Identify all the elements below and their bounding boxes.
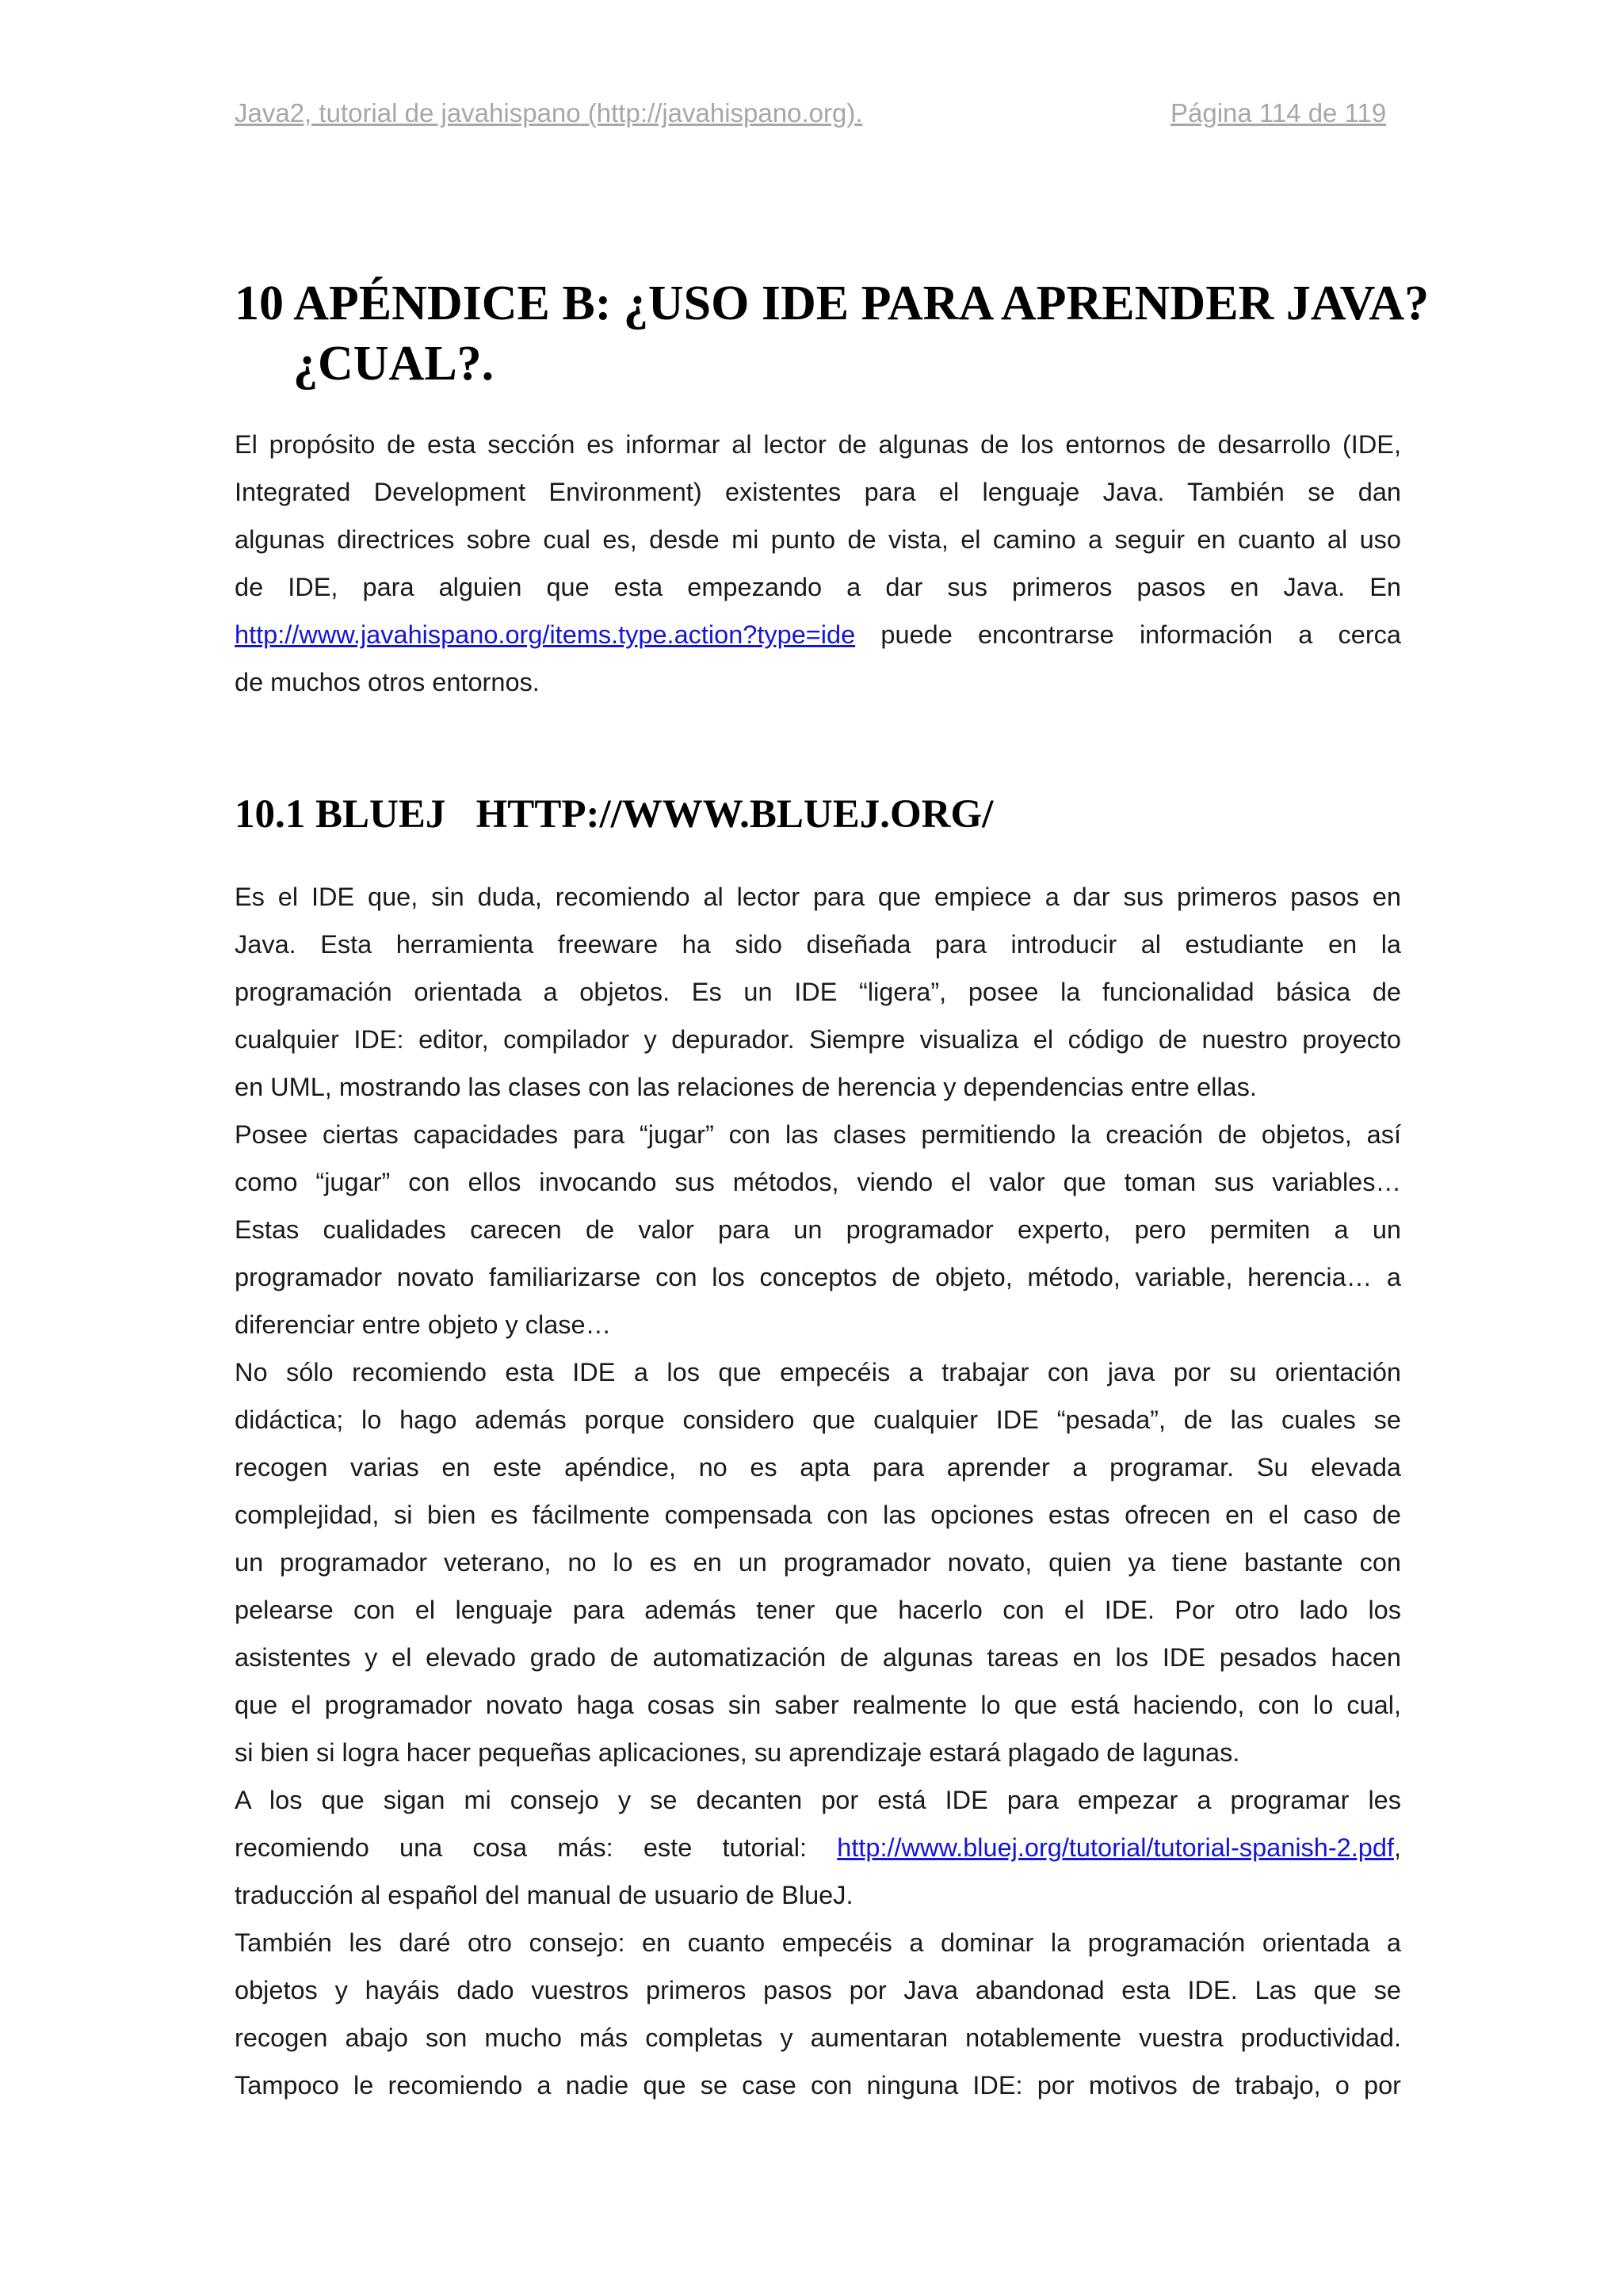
link-trailing-text: ,: [1393, 1833, 1401, 1862]
paragraph-line: cualquier IDE: editor, compilador y depurador. Siempre visualiza el código de nuestro proyecto: [235, 1025, 1401, 1054]
paragraph-line: de muchos otros entornos.: [235, 668, 540, 696]
paragraph-line: diferenciar entre objeto y clase…: [235, 1310, 612, 1339]
bluej-paragraph-5: [235, 1919, 1401, 2109]
bluej-paragraph-3: [235, 1348, 1401, 1776]
chapter-heading: 10 APÉNDICE B: ¿USO IDE PARA APRENDER JAVA? ¿CUAL?.: [235, 277, 1430, 391]
paragraph-line: Estas cualidades carecen de valor para un programador experto, pero permiten a un: [235, 1215, 1401, 1244]
paragraph-line: Java. Esta herramienta freeware ha sido diseñada para introducir al estudiante en la: [235, 930, 1401, 959]
paragraph-line: recogen varias en este apéndice, no es apta para aprender a programar. Su elevada: [235, 1453, 1401, 1482]
paragraph-line: El propósito de esta sección es informar al lector de algunas de los entornos de desarrollo (IDE,: [235, 430, 1401, 459]
paragraph-line: Tampoco le recomiendo a nadie que se case con ninguna IDE: por motivos de trabajo, o por: [235, 2071, 1401, 2100]
bluej-paragraph-2: [235, 1111, 1401, 1348]
paragraph-line: programación orientada a objetos. Es un IDE “ligera”, posee la funcionalidad básica de: [235, 978, 1401, 1006]
paragraph-line: programador novato familiarizarse con los conceptos de objeto, método, variable, herencia… a: [235, 1263, 1401, 1291]
paragraph-line: objetos y hayáis dado vuestros primeros pasos por Java abandonad esta IDE. Las que se: [235, 1976, 1401, 2004]
intro-paragraph: [235, 421, 1401, 706]
paragraph-line: recogen abajo son mucho más completas y aumentaran notablemente vuestra productividad.: [235, 2023, 1401, 2052]
paragraph-line: un programador veterano, no lo es en un programador novato, quien ya tiene bastante con: [235, 1548, 1401, 1577]
link-trailing-text: puede encontrarse información a cerca: [855, 620, 1401, 649]
paragraph-line: Integrated Development Environment) existentes para el lenguaje Java. También se dan: [235, 478, 1401, 506]
paragraph-line: pelearse con el lenguaje para además tener que hacerlo con el IDE. Por otro lado los: [235, 1596, 1401, 1624]
paragraph-line: asistentes y el elevado grado de automatización de algunas tareas en los IDE pesados hacen: [235, 1643, 1401, 1672]
paragraph-line: [235, 1824, 1401, 1871]
paragraph-line: algunas directrices sobre cual es, desde mi punto de vista, el camino a seguir en cuanto al uso: [235, 525, 1401, 554]
paragraph-line: en UML, mostrando las clases con las relaciones de herencia y dependencias entre ellas.: [235, 1073, 1257, 1101]
paragraph-line: [235, 611, 1401, 658]
paragraph-line: A los que sigan mi consejo y se decanten por está IDE para empezar a programar les: [235, 1786, 1401, 1814]
paragraph-line: didáctica; lo hago además porque considero que cualquier IDE “pesada”, de las cuales se: [235, 1405, 1401, 1434]
section-heading: 10.1 BLUEJ HTTP://WWW.BLUEJ.ORG/: [235, 792, 994, 837]
link-leading-text: recomiendo una cosa más: este tutorial:: [235, 1833, 838, 1862]
paragraph-line: Es el IDE que, sin duda, recomiendo al lector para que empiece a dar sus primeros pasos en: [235, 883, 1401, 911]
javahispano-ide-link[interactable]: http://www.javahispano.org/items.type.action?type=ide: [235, 620, 856, 649]
running-header-title: Java2, tutorial de javahispano (http://javahispano.org).: [235, 98, 863, 128]
paragraph-line: traducción al español del manual de usuario de BlueJ.: [235, 1881, 854, 1909]
page-number: Página 114 de 119: [1170, 98, 1387, 128]
paragraph-line: de IDE, para alguien que esta empezando a dar sus primeros pasos en Java. En: [235, 573, 1401, 601]
bluej-tutorial-link[interactable]: http://www.bluej.org/tutorial/tutorial-spanish-2.pdf: [837, 1833, 1394, 1862]
paragraph-line: si bien si logra hacer pequeñas aplicaciones, su aprendizaje estará plagado de lagunas.: [235, 1738, 1240, 1767]
paragraph-line: complejidad, si bien es fácilmente compensada con las opciones estas ofrecen en el caso de: [235, 1501, 1401, 1529]
paragraph-line: Posee ciertas capacidades para “jugar” con las clases permitiendo la creación de objetos, así: [235, 1120, 1401, 1149]
paragraph-line: que el programador novato haga cosas sin saber realmente lo que está haciendo, con lo cual,: [235, 1691, 1401, 1719]
paragraph-line: También les daré otro consejo: en cuanto empecéis a dominar la programación orientada a: [235, 1928, 1401, 1957]
paragraph-line: como “jugar” con ellos invocando sus métodos, viendo el valor que toman sus variables…: [235, 1168, 1401, 1196]
paragraph-line: No sólo recomiendo esta IDE a los que empecéis a trabajar con java por su orientación: [235, 1358, 1401, 1386]
bluej-paragraph-4: [235, 1776, 1401, 1919]
bluej-paragraph-1: [235, 873, 1401, 1111]
